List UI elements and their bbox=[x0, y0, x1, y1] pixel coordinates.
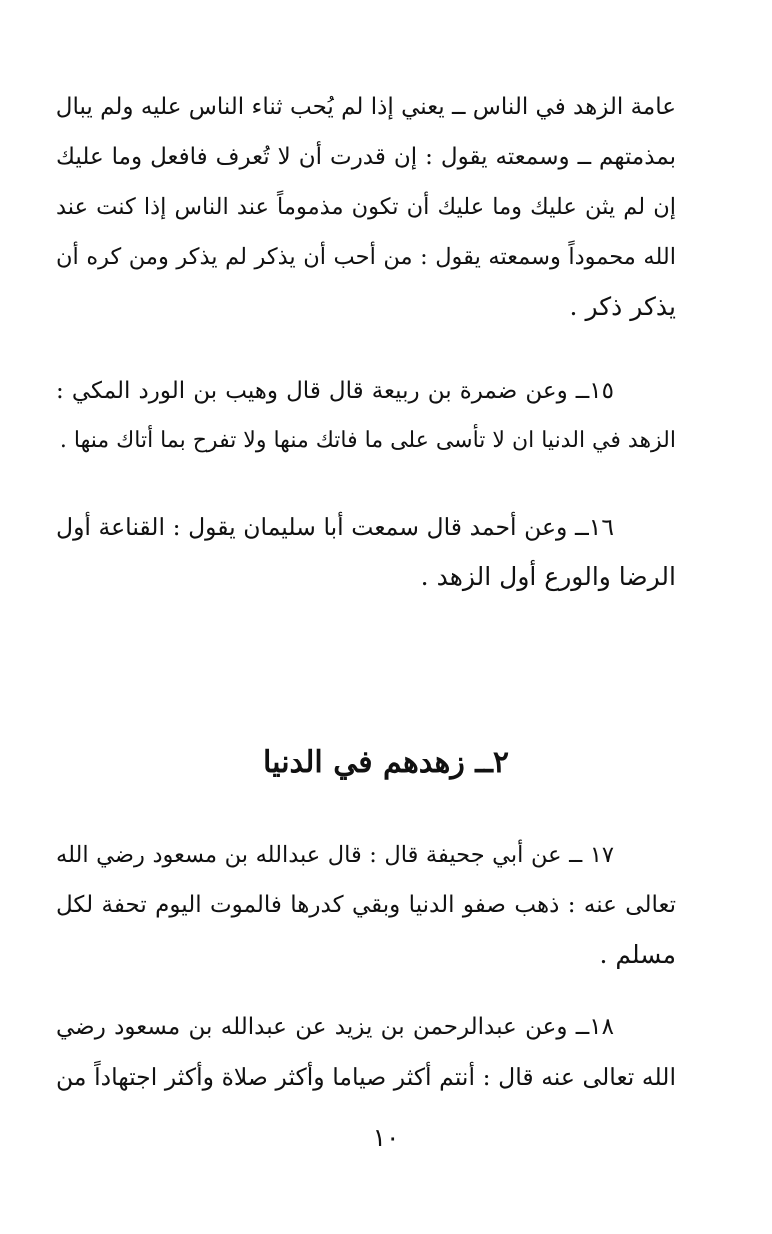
page-number: ١٠ bbox=[372, 1123, 400, 1152]
text-line: الزهد في الدنيا ان لا تأسى على ما فاتك منها ولا تفرح بما أتاك منها . bbox=[59, 428, 676, 453]
paragraph-item-16 bbox=[56, 502, 676, 602]
text-line: إن لم يثن عليك وما عليك أن تكون مذموماً عند الناس إذا كنت عند bbox=[56, 194, 676, 220]
paragraph-item-15 bbox=[56, 366, 676, 466]
text-line: يذكر ذكر . bbox=[569, 292, 676, 321]
text-line: الله محموداً وسمعته يقول : من أحب أن يذكر لم يذكر ومن كره أن bbox=[56, 244, 676, 270]
text-line: تعالى عنه : ذهب صفو الدنيا وبقي كدرها فالموت اليوم تحفة لكل bbox=[56, 892, 676, 918]
text-line: ١٧ ــ عن أبي جحيفة قال : قال عبدالله بن مسعود رضي الله bbox=[56, 842, 614, 868]
text-line: عامة الزهد في الناس ــ يعني إذا لم يُحب ثناء الناس عليه ولم يبال bbox=[55, 94, 676, 120]
text-line: مسلم . bbox=[599, 940, 676, 969]
paragraph-item-17 bbox=[56, 830, 676, 980]
section-heading: ٢ــ زهدهم في الدنيا bbox=[263, 745, 509, 780]
text-line: الرضا والورع أول الزهد . bbox=[420, 562, 676, 591]
text-line: ١٦ــ وعن أحمد قال سمعت أبا سليمان يقول : القناعة أول bbox=[56, 513, 614, 541]
text-line: ١٨ــ وعن عبدالرحمن بن يزيد عن عبدالله بن مسعود رضي bbox=[56, 1014, 614, 1040]
text-line: ١٥ــ وعن ضمرة بن ربيعة قال قال وهيب بن الورد المكي : bbox=[56, 378, 614, 404]
paragraph-item-18 bbox=[56, 1002, 676, 1102]
paragraph-intro bbox=[56, 82, 676, 332]
text-line: الله تعالى عنه قال : أنتم أكثر صياما وأكثر صلاة وأكثر اجتهاداً من bbox=[56, 1063, 676, 1091]
text-line: بمذمتهم ــ وسمعته يقول : إن قدرت أن لا تُعرف فافعل وما عليك bbox=[56, 144, 676, 170]
